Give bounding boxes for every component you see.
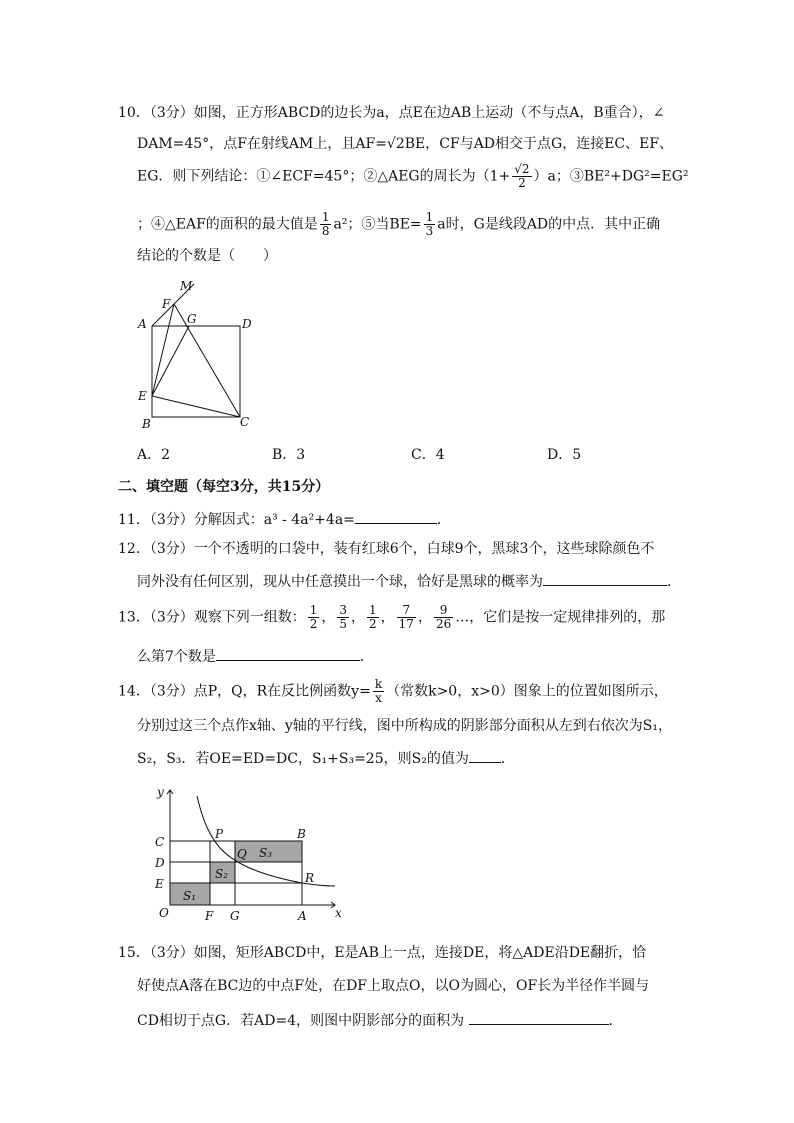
label-e: E [155,877,164,891]
label-b: B [142,417,151,431]
q14-frac: $\frac{k}{x}$ [374,677,383,705]
q13-frac-3: $\frac{1}{2}$ [369,603,377,631]
label-s1: S₁ [183,889,197,903]
section-title-fill-in: 二、填空题（每空3分，共15分） [118,479,330,495]
q13-frac-5: $\frac{9}{26}$ [435,603,452,631]
label-q: Q [237,847,247,861]
q11-line [118,507,451,531]
q14-text: S₂，S₃．若OE=ED=DC，S₁+S₃=25，则S₂的值为 [137,751,469,767]
label-c: C [240,415,250,429]
q13-line1: 13．（3分）观察下列一组数： $\frac{1}{2}$ ， $\frac{3}{5}$ ， $\frac{1}{2}$ ， $\frac{7}{17}$ ， $\frac{9}{26}$ …，它们是按一定规律排列的，那 [118,603,666,631]
segment-ec [152,396,240,417]
label-f: F [162,297,171,311]
label-r: R [305,871,315,885]
q15-answer-blank[interactable] [469,1008,609,1025]
label-g: G [187,312,197,326]
q13-line2 [137,644,374,668]
q13-prefix: 13．（3分）观察下列一组数： [118,609,306,626]
q10-line3-text-b: ）a；③BE²+DG²=EG² [533,168,689,185]
label-a: A [138,317,147,331]
q13-end: ． [359,649,374,665]
label-a: A [298,909,307,923]
fraction: $\frac{1}{3}$ [425,210,434,238]
q13-answer-blank[interactable] [216,644,360,661]
label-o: O [159,906,169,920]
q12-text: 同外没有任何区别，现从中任意摸出一个球，恰好是黑球的概率为 [137,574,543,590]
q15-end: ． [608,1013,623,1029]
q14-line1 [118,678,668,705]
q10-square-figure [130,276,260,436]
label-y: y [157,785,164,799]
fraction: $\frac{√2}{2}$ [514,162,530,190]
label-s2: S₂ [215,867,229,881]
q10-line3-text-a: EG．则下列结论：①∠ECF=45°；②△AEG的周长为（1+ [137,168,511,185]
q13-frac-1: $\frac{1}{2}$ [309,603,318,631]
label-f: F [205,909,214,923]
label-d: D [155,856,165,870]
q13-frac-4: $\frac{7}{17}$ [398,603,414,631]
q15-line1: 15．（3分）如图，矩形ABCD中，E是AB上一点，连接DE，将△ADE沿DE翻折，恰 [118,945,647,961]
label-m: M [180,279,193,293]
label-e: E [138,389,147,403]
q10-line5: 结论的个数是（ ） [137,248,277,264]
q10-line4-text-a: ；④△EAF的面积的最大值是 [137,216,318,233]
q10-line3 [137,163,689,190]
label-b: B [297,827,306,841]
label-g: G [230,909,240,923]
q15-line2: 好使点A落在BC边的中点F处，在DF上取点O，以O为圆心，OF长为半径作半圆与 [137,978,650,994]
choice-d[interactable]: D．5 [547,447,582,463]
q14-hyperbola-figure [135,782,350,924]
q13-text: 么第7个数是 [137,649,216,665]
label-c: C [155,835,165,849]
segment-eg [152,326,189,396]
q12-answer-blank[interactable] [543,569,667,586]
q15-text: CD相切于点G．若AD=4，则图中阴影部分的面积为 [137,1013,465,1029]
label-d: D [242,317,252,331]
q10-line1: 10．（3分）如图，正方形ABCD的边长为a，点E在边AB上运动（不与点A，B重合），∠ [118,105,665,121]
q13-frac-2: $\frac{3}{5}$ [339,603,348,631]
choice-c[interactable]: C．4 [411,447,445,463]
q14-answer-blank[interactable] [469,746,501,763]
q14-text-b: （常数k>0，x>0）图象上的位置如图所示， [386,683,668,700]
q14-line2: 分别过这三个点作x轴、y轴的平行线，图中所构成的阴影部分面积从左到右依次为S₁， [137,718,673,734]
q14-end: ． [500,751,515,767]
q15-line3 [137,1008,623,1032]
label-s3: S₃ [259,846,273,860]
segment-ef [152,304,174,396]
fraction: $\frac{1}{8}$ [321,210,330,238]
q11-text: 11．（3分）分解因式：a³ - 4a²+4a= [118,512,355,528]
choice-a[interactable]: A．2 [137,447,171,463]
q10-line2: DAM=45°，点F在射线AM上，且AF=√2BE，CF与AD相交于点G，连接EC、EF、 [137,136,674,152]
q11-end: ． [436,512,451,528]
q12-end: ． [667,574,681,590]
q12-line1: 12．（3分）一个不透明的口袋中，装有红球6个，白球9个，黑球3个，这些球除颜色不 [118,541,655,557]
q11-answer-blank[interactable] [355,507,437,524]
q10-line4-text-c: a时，G是线段AD的中点．其中正确 [437,216,661,233]
q10-line4 [137,211,660,238]
q14-line3 [137,746,515,770]
segment-fc [174,304,240,417]
q14-text-a: 14．（3分）点P，Q，R在反比例函数y= [118,683,371,700]
label-x: x [335,906,342,920]
choice-b[interactable]: B．3 [272,447,306,463]
q12-line2 [137,569,681,593]
label-p: P [215,827,224,841]
q13-suffix: …，它们是按一定规律排列的，那 [455,609,666,626]
q10-line4-text-b: a²；⑤当BE= [333,216,422,233]
